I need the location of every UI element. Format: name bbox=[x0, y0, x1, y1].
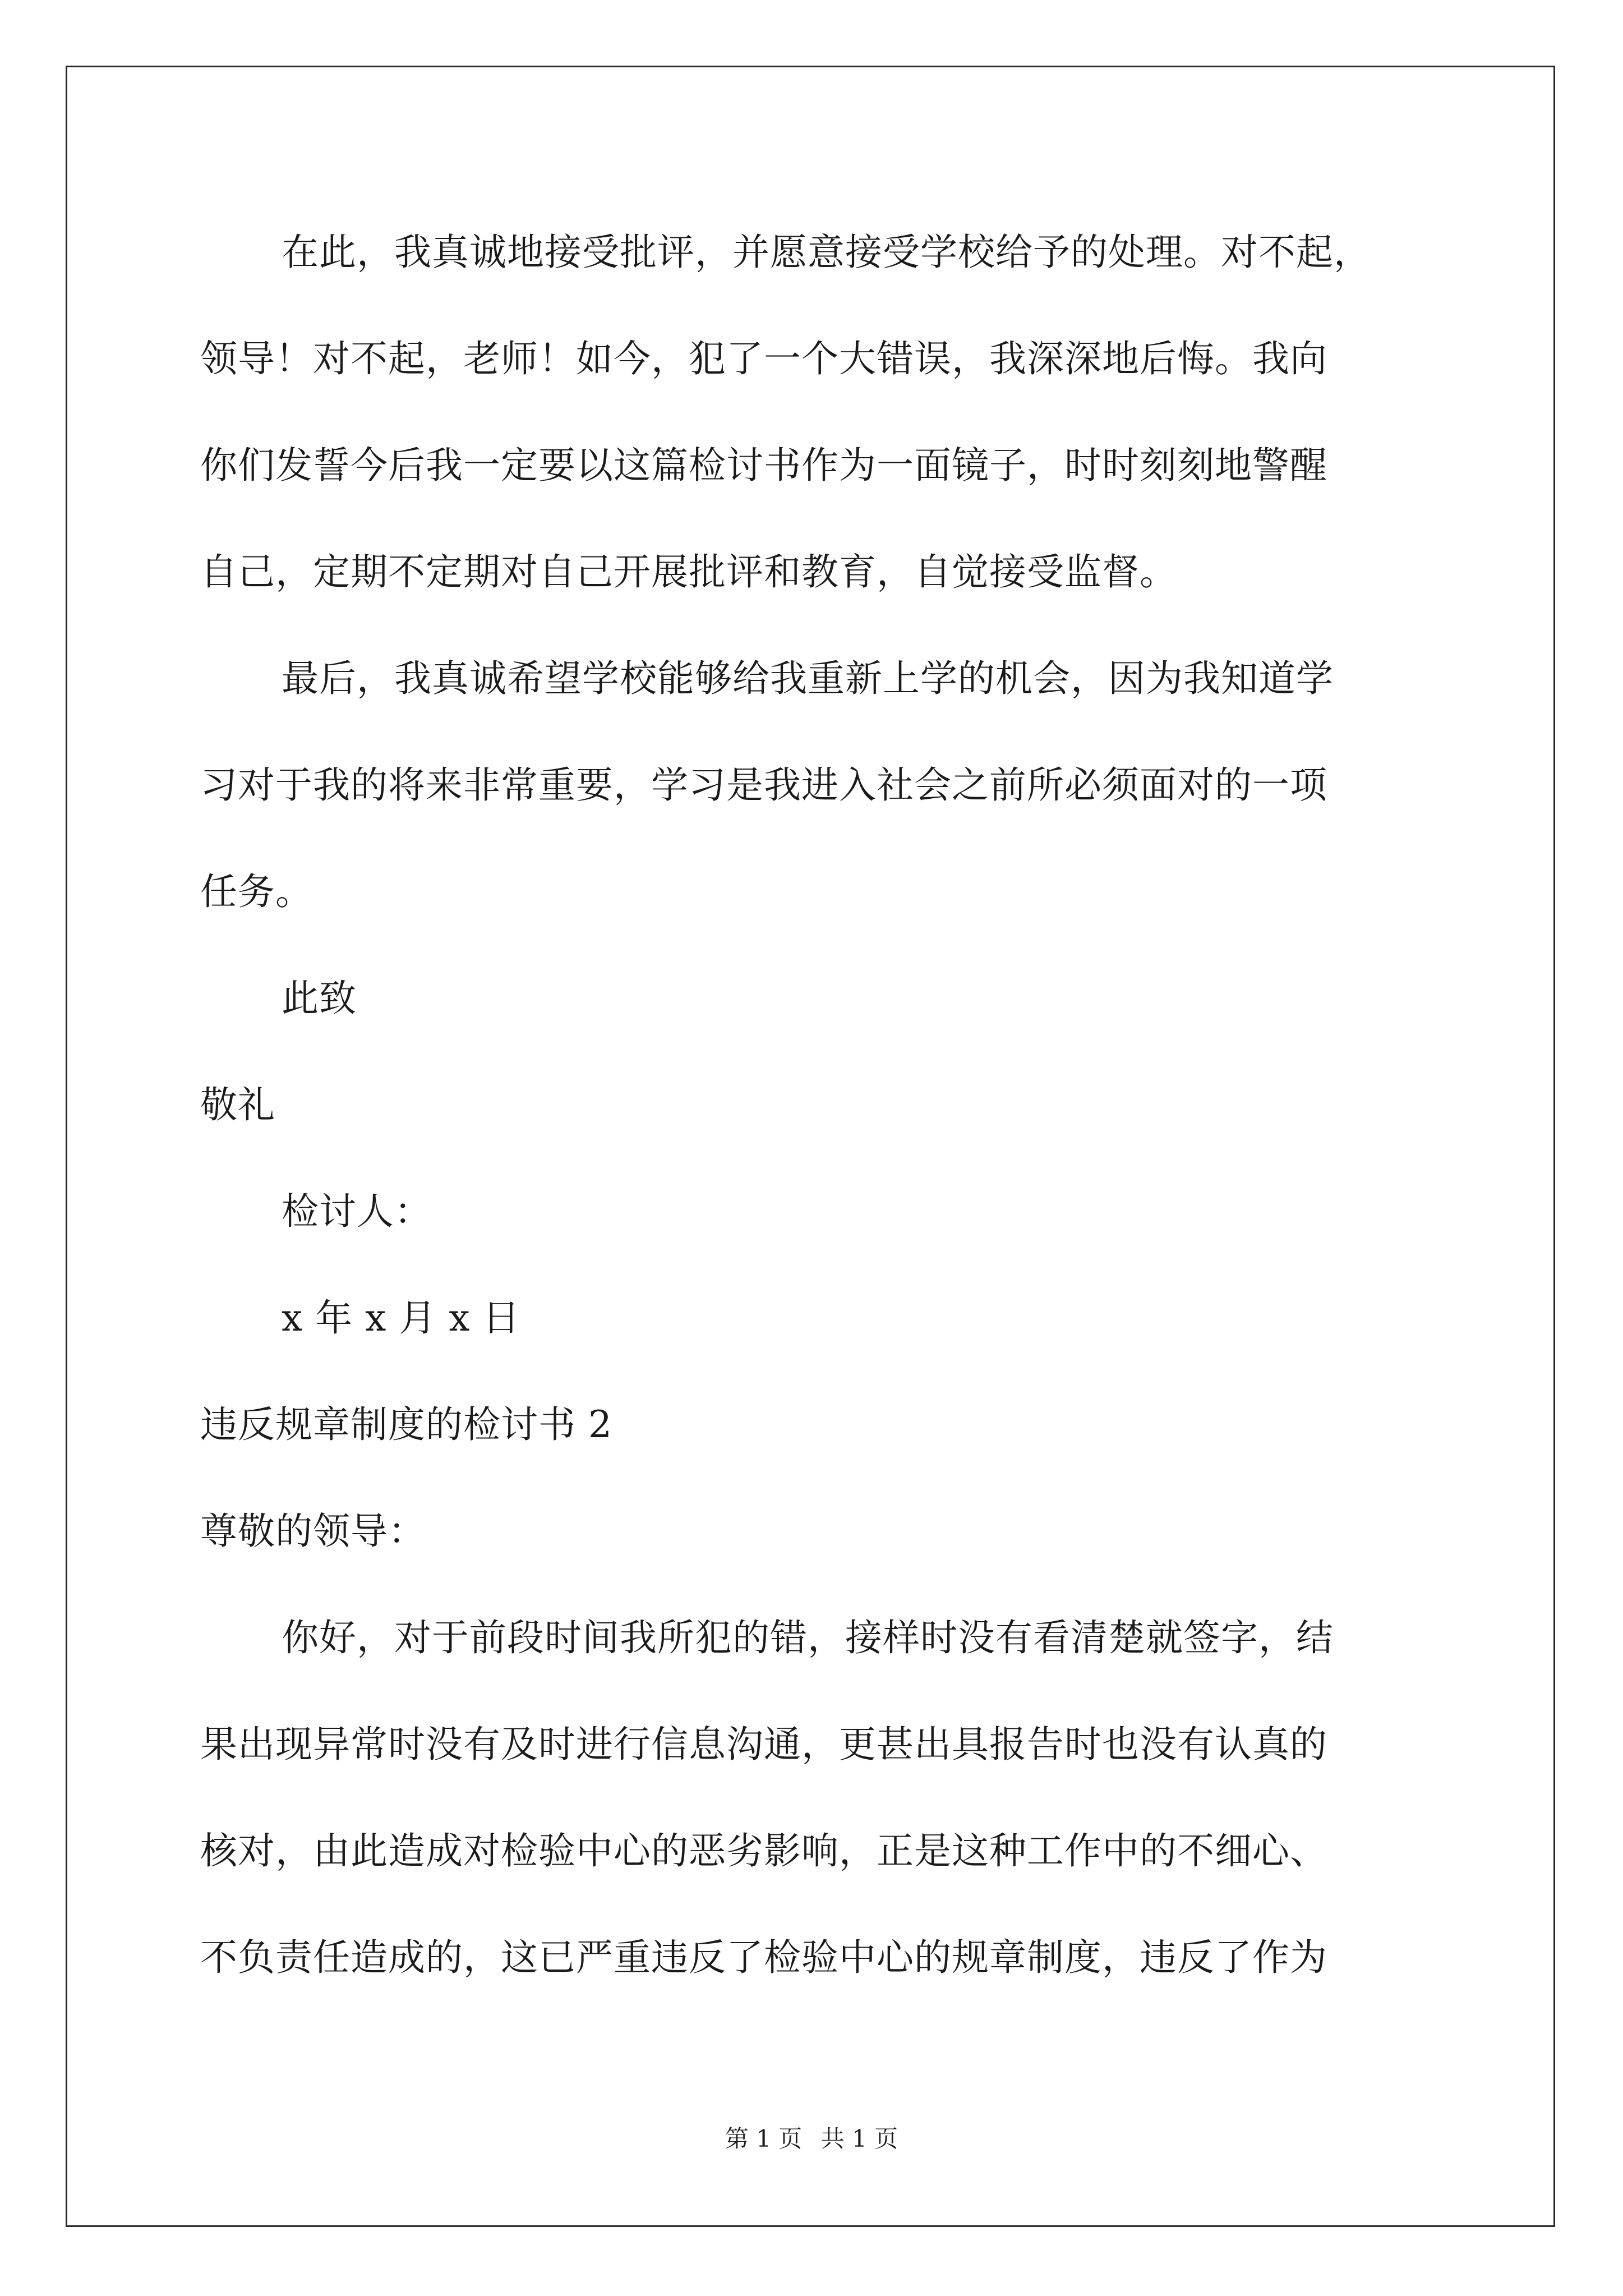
paragraph-line: 在此，我真诚地接受批评，并愿意接受学校给予的处理。对不起， bbox=[282, 231, 1371, 274]
paragraph-line: 任务。 bbox=[200, 870, 313, 913]
paragraph-line: 你们发誓今后我一定要以这篇检讨书作为一面镜子，时时刻刻地警醒 bbox=[200, 444, 1327, 487]
paragraph-line: 你好，对于前段时间我所犯的错，接样时没有看清楚就签字，结 bbox=[282, 1616, 1334, 1659]
page-footer bbox=[0, 2125, 1623, 2153]
page-number-total: 共 1 页 bbox=[820, 2125, 898, 2152]
greeting: 尊敬的领导： bbox=[200, 1510, 426, 1553]
paragraph-line: 果出现异常时没有及时进行信息沟通，更甚出具报告时也没有认真的 bbox=[200, 1723, 1327, 1766]
paragraph-line: 领导！对不起，老师！如今，犯了一个大错误，我深深地后悔。我向 bbox=[200, 337, 1327, 380]
signature-label: 检讨人： bbox=[282, 1190, 432, 1233]
paragraph-line: 自己，定期不定期对自己开展批评和教育，自觉接受监督。 bbox=[200, 550, 1177, 593]
page-number-current: 第 1 页 bbox=[725, 2125, 803, 2152]
date-line: x 年 x 月 x 日 bbox=[282, 1296, 520, 1340]
paragraph-line: 不负责任造成的，这已严重违反了检验中心的规章制度，违反了作为 bbox=[200, 1936, 1327, 1979]
closing-regards: 敬礼 bbox=[200, 1083, 275, 1126]
paragraph-line: 核对，由此造成对检验中心的恶劣影响，正是这种工作中的不细心、 bbox=[200, 1829, 1327, 1872]
page-border bbox=[66, 66, 1555, 2227]
paragraph-line: 习对于我的将来非常重要，学习是我进入社会之前所必须面对的一项 bbox=[200, 763, 1327, 807]
paragraph-line: 最后，我真诚希望学校能够给我重新上学的机会，因为我知道学 bbox=[282, 657, 1334, 700]
section-title: 违反规章制度的检讨书 2 bbox=[200, 1403, 612, 1446]
closing-salutation: 此致 bbox=[282, 977, 357, 1020]
